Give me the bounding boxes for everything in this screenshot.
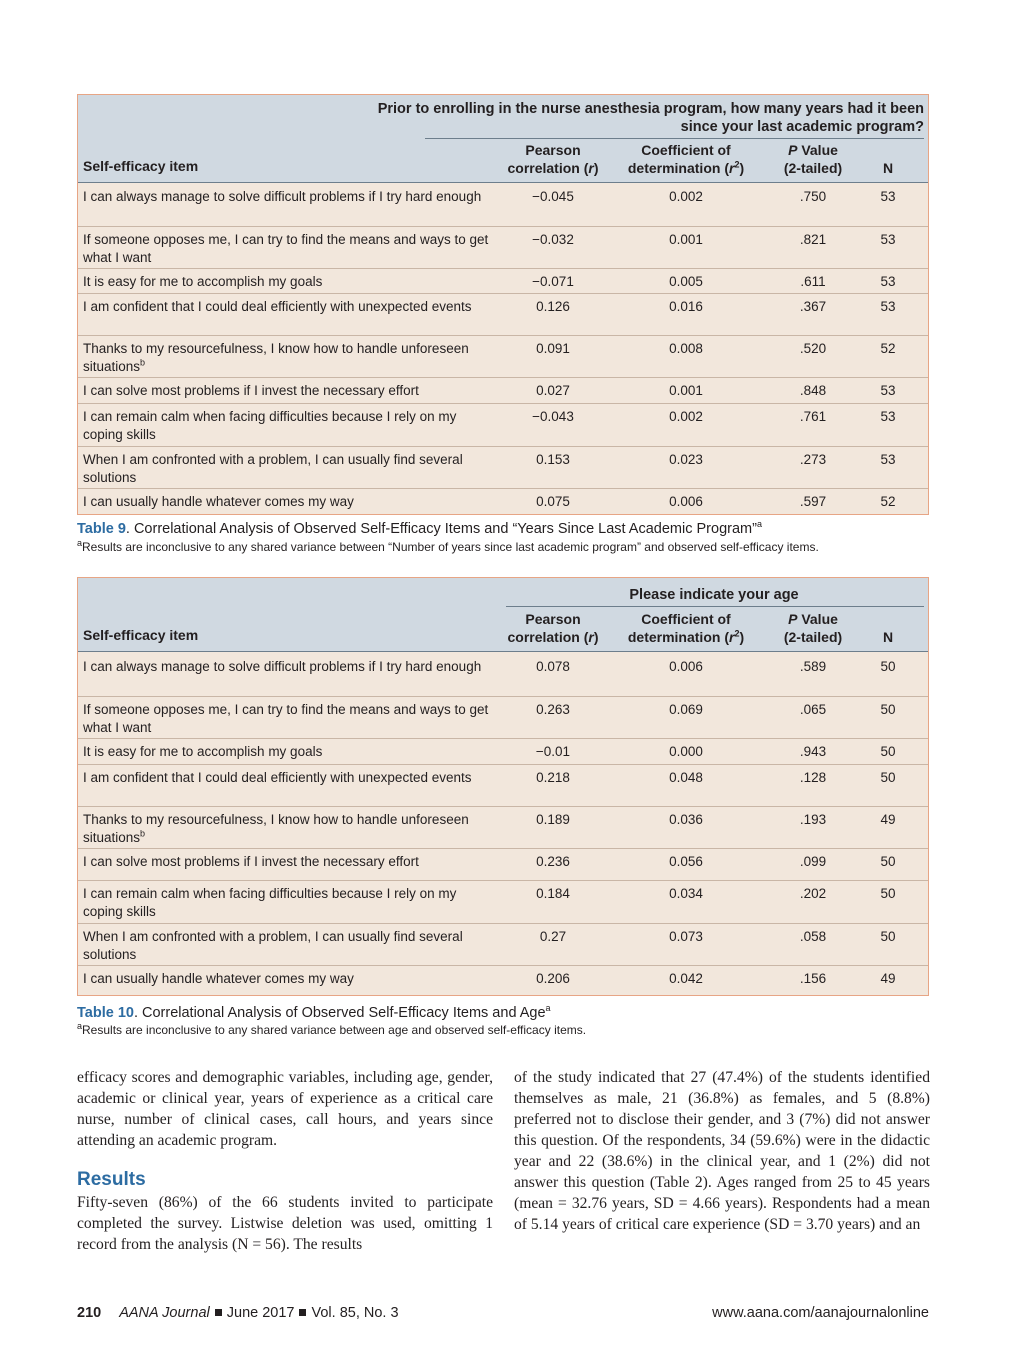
table-row xyxy=(78,880,928,924)
table-9-group-rule xyxy=(425,138,924,139)
cell-r: −0.01 xyxy=(535,744,571,759)
table-row xyxy=(78,403,928,447)
cell-n: 50 xyxy=(880,929,896,944)
cell-p: .611 xyxy=(800,274,826,289)
cell-r2: 0.036 xyxy=(669,812,703,827)
table-row xyxy=(78,764,928,807)
separator-square-icon xyxy=(299,1309,306,1316)
footnote-marker: b xyxy=(140,828,146,838)
cell-r2: 0.008 xyxy=(669,341,703,356)
table-row xyxy=(78,696,928,739)
cell-n: 53 xyxy=(880,189,896,204)
cell-r: 0.027 xyxy=(536,383,570,398)
cell-p: .367 xyxy=(799,299,827,314)
col-header-pearson: Pearson correlation (r) xyxy=(507,142,599,176)
cell-r: 0.236 xyxy=(536,854,570,869)
cell-r: −0.032 xyxy=(532,232,574,247)
table-10-caption-text: Correlational Analysis of Observed Self-Efficacy Items and Age xyxy=(142,1005,546,1021)
table-9-group-header: Prior to enrolling in the nurse anesthesia program, how many years had it been since your last academic program? xyxy=(377,101,924,135)
cell-item: When I am confronted with a problem, I can usually find several solutions xyxy=(83,929,463,962)
table-row xyxy=(78,965,928,990)
cell-r2: 0.006 xyxy=(669,494,703,509)
journal-name: AANA Journal xyxy=(119,1305,210,1321)
col-header-pvalue: P Value (2-tailed) xyxy=(783,142,843,176)
table-10-caption: Table 10. Correlational Analysis of Observed Self-Efficacy Items and Age$^a$ xyxy=(77,1003,551,1021)
cell-r2: 0.002 xyxy=(669,409,703,424)
cell-p: .156 xyxy=(799,971,827,986)
cell-r2: 0.056 xyxy=(669,854,703,869)
cell-r2: 0.000 xyxy=(669,744,703,759)
cell-item: If someone opposes me, I can try to find the means and ways to get what I want xyxy=(83,232,489,265)
cell-n: 53 xyxy=(880,383,896,398)
cell-r2: 0.016 xyxy=(669,299,703,314)
col-header-pvalue: P Value (2-tailed) xyxy=(783,611,843,645)
col-header-item: Self-efficacy item xyxy=(83,158,199,174)
cell-r2: 0.069 xyxy=(669,702,703,717)
cell-r2: 0.073 xyxy=(669,929,703,944)
cell-n: 53 xyxy=(880,452,896,467)
table-row xyxy=(78,184,928,226)
col-header-coefficient: Coefficient of determination $(r^2)$ xyxy=(627,142,745,176)
cell-p: .099 xyxy=(799,854,827,869)
cell-item: Thanks to my resourcefulness, I know how to handle unforeseen situations$^b$ xyxy=(83,812,469,845)
col-header-coefficient: Coefficient of determination $(r^2)$ xyxy=(627,611,745,645)
table-row xyxy=(78,848,928,881)
cell-n: 50 xyxy=(880,702,896,717)
cell-r2: 0.001 xyxy=(669,232,703,247)
page-number: 210 xyxy=(77,1305,102,1321)
table-10-note xyxy=(77,1023,937,1038)
issue-date: June 2017 xyxy=(226,1305,295,1321)
cell-item: I can usually handle whatever comes my way xyxy=(83,494,354,509)
cell-item: I can solve most problems if I invest the necessary effort xyxy=(83,854,419,869)
cell-n: 53 xyxy=(880,232,896,247)
cell-n: 50 xyxy=(880,659,896,674)
cell-p: .750 xyxy=(799,189,827,204)
table-row xyxy=(78,806,928,849)
cell-r2: 0.042 xyxy=(669,971,703,986)
table-9-caption: Table 9. Correlational Analysis of Observed Self-Efficacy Items and “Years Since Last Academic Program”$^a$ xyxy=(77,519,762,537)
cell-r: 0.126 xyxy=(536,299,570,314)
col-header-item: Self-efficacy item xyxy=(83,627,199,643)
cell-p: .202 xyxy=(799,886,827,901)
cell-item: I can solve most problems if I invest the necessary effort xyxy=(83,383,419,398)
cell-r: 0.091 xyxy=(536,341,570,356)
cell-item: Thanks to my resourcefulness, I know how to handle unforeseen situations$^b$ xyxy=(83,341,469,374)
table-row xyxy=(78,923,928,966)
cell-item: I can always manage to solve difficult problems if I try hard enough xyxy=(83,189,482,204)
table-9-caption-label: Table 9 xyxy=(77,521,126,537)
table-10-note-text: Results are inconclusive to any shared variance between age and observed self-efficacy items. xyxy=(82,1023,587,1037)
col-header-pearson: Pearson correlation (r) xyxy=(507,611,599,645)
cell-r: 0.218 xyxy=(536,770,570,785)
cell-r: 0.189 xyxy=(536,812,570,827)
col-header-n: N xyxy=(882,160,894,176)
table-9 xyxy=(77,94,929,515)
cell-n: 52 xyxy=(880,341,896,356)
table-9-caption-sup: a xyxy=(756,519,762,530)
cell-n: 50 xyxy=(880,770,896,785)
cell-r: 0.184 xyxy=(536,886,570,901)
table-row xyxy=(78,446,928,489)
table-row xyxy=(78,738,928,765)
cell-n: 52 xyxy=(880,494,896,509)
table-9-note xyxy=(77,540,937,555)
cell-n: 53 xyxy=(880,409,896,424)
cell-r2: 0.002 xyxy=(669,189,703,204)
table-row xyxy=(78,377,928,404)
table-row xyxy=(78,268,928,294)
cell-item: When I am confronted with a problem, I can usually find several solutions xyxy=(83,452,463,485)
cell-r: 0.153 xyxy=(536,452,570,467)
table-10-caption-sup: a xyxy=(545,1003,551,1014)
cell-item: It is easy for me to accomplish my goals xyxy=(83,744,323,759)
cell-n: 50 xyxy=(880,744,896,759)
cell-p: .761 xyxy=(799,409,827,424)
volume: Vol. 85, No. 3 xyxy=(311,1305,399,1321)
table-10-group-header: Please indicate your age xyxy=(629,587,799,603)
table-10-header xyxy=(78,578,928,652)
cell-n: 49 xyxy=(880,971,896,986)
cell-item: I am confident that I could deal efficiently with unexpected events xyxy=(83,299,472,314)
cell-item: It is easy for me to accomplish my goals xyxy=(83,274,323,289)
body-right-paragraph: of the study indicated that 27 (47.4%) of the students identified themselves as male, 21 (36.8%) as females, and 5 (8.8%) preferred not to disclose their gender, and 3 (7%) did not answer this question. Of the respondents, 34 (59.6%) were in the didactic year and 22 (38.6%) in the clinical year, and 1 (2%) did not answer this question (Table 2). Ages ranged from 25 to 45 years (mean = 32.76 years, SD = 4.66 years). Respondents had a mean of 5.14 years of critical care experience (SD = 3.70 years) and an xyxy=(514,1069,930,1233)
table-row xyxy=(78,335,928,378)
cell-item: I can remain calm when facing difficulties because I rely on my coping skills xyxy=(83,409,457,442)
cell-p: .065 xyxy=(799,702,827,717)
cell-p: .597 xyxy=(799,494,827,509)
cell-item: I am confident that I could deal efficiently with unexpected events xyxy=(83,770,472,785)
cell-p: .943 xyxy=(799,744,827,759)
cell-r: 0.078 xyxy=(536,659,570,674)
table-9-note-sup: a xyxy=(77,538,83,548)
cell-n: 53 xyxy=(880,274,896,289)
cell-p: .193 xyxy=(799,812,827,827)
cell-r: 0.27 xyxy=(539,929,567,944)
table-10-note-sup: a xyxy=(77,1021,83,1031)
footnote-marker: b xyxy=(140,357,146,367)
cell-p: .821 xyxy=(799,232,827,247)
cell-r: 0.075 xyxy=(536,494,570,509)
cell-p: .058 xyxy=(799,929,827,944)
cell-n: 53 xyxy=(880,299,896,314)
table-10-caption-label: Table 10 xyxy=(77,1005,134,1021)
footer-left xyxy=(77,1305,399,1321)
cell-r: −0.045 xyxy=(532,189,574,204)
cell-n: 49 xyxy=(880,812,896,827)
body-left-paragraph-1: efficacy scores and demographic variables, including age, gender, academic or clinical year, years of experience as a critical care nurse, number of clinical cases, call hours, and years since attending an academic program. xyxy=(77,1069,493,1149)
body-left-paragraph-2: Fifty-seven (86%) of the 66 students invited to participate completed the survey. Listwise deletion was used, omitting 1 record from the analysis (N = 56). The results xyxy=(77,1194,493,1253)
cell-n: 50 xyxy=(880,886,896,901)
cell-r: 0.206 xyxy=(536,971,570,986)
cell-r2: 0.034 xyxy=(669,886,703,901)
cell-r2: 0.023 xyxy=(669,452,703,467)
cell-item: I can remain calm when facing difficulties because I rely on my coping skills xyxy=(83,886,457,919)
cell-item: If someone opposes me, I can try to find the means and ways to get what I want xyxy=(83,702,489,735)
col-header-n: N xyxy=(882,629,894,645)
cell-p: .848 xyxy=(799,383,827,398)
cell-n: 50 xyxy=(880,854,896,869)
table-row xyxy=(78,226,928,269)
cell-item: I can always manage to solve difficult problems if I try hard enough xyxy=(83,659,482,674)
cell-r2: 0.006 xyxy=(669,659,703,674)
table-10 xyxy=(77,577,929,996)
table-9-header xyxy=(78,95,928,183)
table-row xyxy=(78,488,928,513)
cell-r: 0.263 xyxy=(536,702,570,717)
table-row xyxy=(78,293,928,336)
table-row xyxy=(78,654,928,696)
cell-p: .520 xyxy=(799,341,827,356)
cell-item: I can usually handle whatever comes my way xyxy=(83,971,354,986)
table-10-group-rule xyxy=(506,606,924,607)
separator-square-icon xyxy=(215,1309,222,1316)
cell-r: −0.071 xyxy=(532,274,574,289)
cell-r2: 0.048 xyxy=(669,770,703,785)
table-9-caption-text: Correlational Analysis of Observed Self-Efficacy Items and “Years Since Last Academic Program” xyxy=(133,521,757,537)
cell-r2: 0.005 xyxy=(669,274,703,289)
journal-url: www.aana.com/aanajournalonline xyxy=(712,1305,929,1321)
cell-p: .273 xyxy=(799,452,827,467)
results-heading: Results xyxy=(77,1169,146,1190)
cell-r: −0.043 xyxy=(532,409,574,424)
cell-p: .128 xyxy=(799,770,827,785)
cell-p: .589 xyxy=(799,659,827,674)
table-9-note-text: Results are inconclusive to any shared variance between “Number of years since last academic program” and observed self-efficacy items. xyxy=(82,540,819,554)
cell-r2: 0.001 xyxy=(669,383,703,398)
